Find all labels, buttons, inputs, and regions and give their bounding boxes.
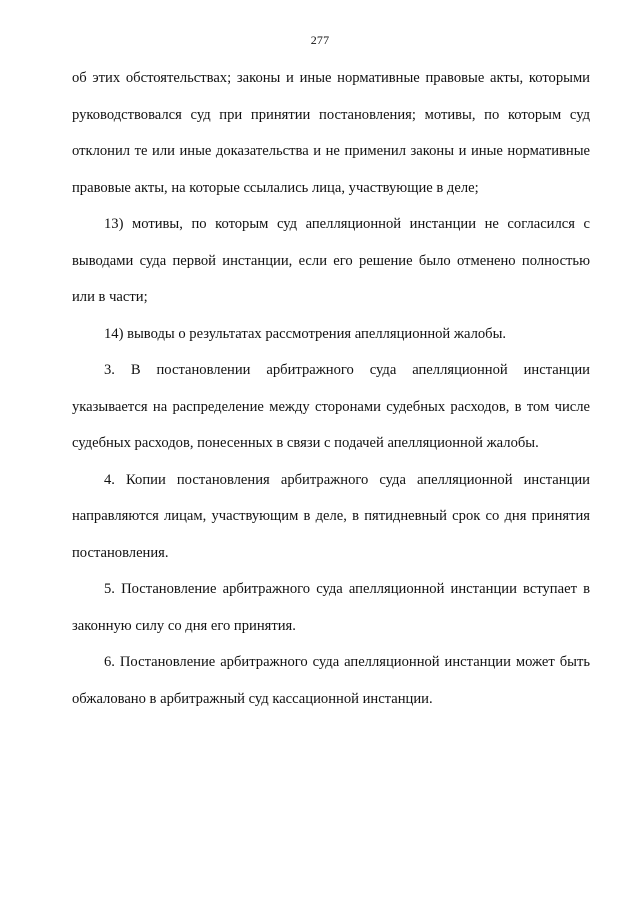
paragraph-continuation: об этих обстоятельствах; законы и иные нормативные правовые акты, которыми руководствовался суд при принятии постановления; мотивы, по которым суд отклонил те или иные доказательства и не применил законы и иные нормативные правовые акты, на которые ссылались лица, участвующие в деле; [72,70,590,196]
paragraph-clause-5: 5. Постановление арбитражного суда апелляционной инстанции вступает в законную силу со дня его принятия. [72,581,590,634]
paragraph-clause-3: 3. В постановлении арбитражного суда апелляционной инстанции указывается на распределение между сторонами судебных расходов, в том числе судебных расходов, понесенных в связи с подачей апелляционной жалобы. [72,362,590,451]
paragraph-clause-6: 6. Постановление арбитражного суда апелляционной инстанции может быть обжаловано в арбитражный суд кассационной инстанции. [72,654,590,707]
paragraph-clause-4: 4. Копии постановления арбитражного суда апелляционной инстанции направляются лицам, участвующим в деле, в пятидневный срок со дня принятия постановления. [72,471,590,561]
paragraph-item-13: 13) мотивы, по которым суд апелляционной инстанции не согласился с выводами суда первой инстанции, если его решение было отменено полностью или в части; [72,216,590,305]
document-body [72,60,590,717]
paragraph-item-14: 14) выводы о результатах рассмотрения апелляционной жалобы. [104,325,507,342]
page-number: 277 [310,33,330,47]
